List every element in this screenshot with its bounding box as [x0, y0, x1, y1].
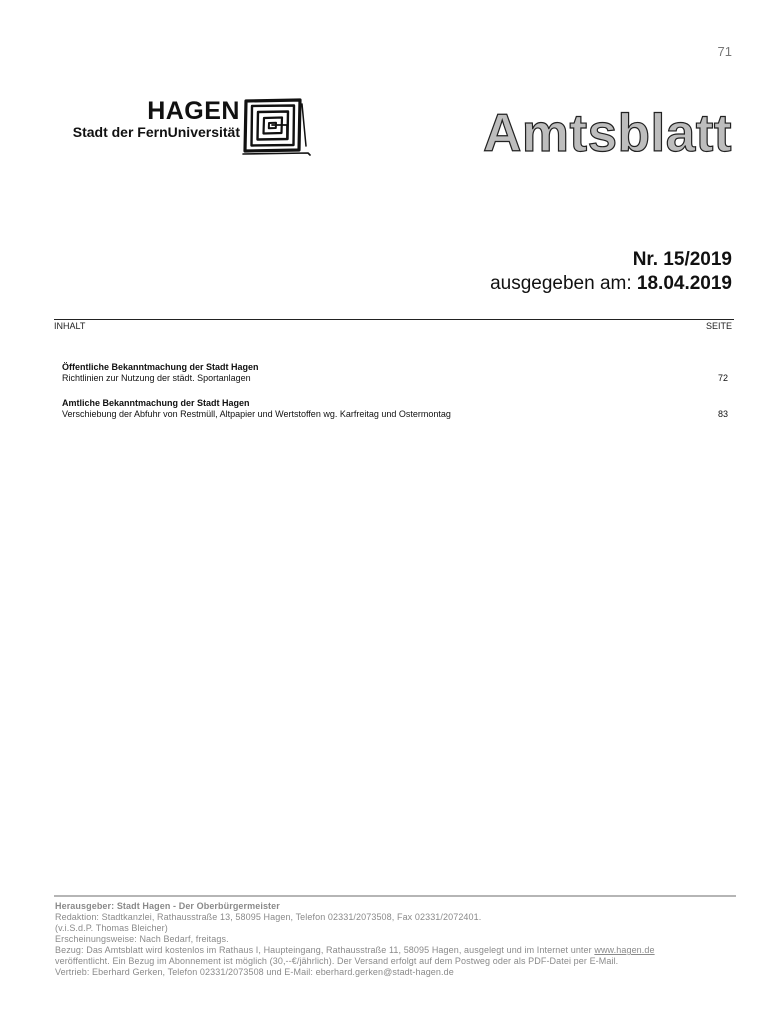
toc-entry-page: 72 — [717, 373, 728, 383]
footer-publisher: Herausgeber: Stadt Hagen - Der Oberbürgermeister — [55, 901, 280, 911]
toc-entry-title: Verschiebung der Abfuhr von Restmüll, Altpapier und Wertstoffen wg. Karfreitag und Ostermontag — [62, 409, 451, 419]
footer-distribution: Vertrieb: Eberhard Gerken, Telefon 02331/2073508 und E-Mail: eberhard.gerken@stadt-hagen.de — [55, 967, 454, 977]
logo-text — [54, 98, 240, 141]
logo-city-name: HAGEN — [147, 97, 240, 125]
toc-divider — [54, 319, 734, 320]
footer-availability-text: Bezug: Das Amtsblatt wird kostenlos im Rathaus I, Haupteingang, Rathausstraße 11, 58095 Hagen, ausgelegt und im Internet unter — [55, 945, 592, 955]
toc-entry-heading: Amtliche Bekanntmachung der Stadt Hagen — [62, 398, 250, 408]
issue-info — [490, 248, 732, 296]
toc-header-contents: INHALT — [54, 321, 86, 331]
toc-header-page: SEITE — [705, 321, 732, 331]
website-link[interactable]: www.hagen.de — [594, 945, 655, 955]
toc-entry — [62, 362, 728, 384]
footer-availability — [55, 945, 745, 956]
city-logo — [54, 98, 316, 160]
issue-date — [490, 272, 732, 296]
masthead-title: Amtsblatt — [483, 104, 732, 163]
toc-entry-heading: Öffentliche Bekanntmachung der Stadt Hagen — [62, 362, 259, 372]
footer-editorial: Redaktion: Stadtkanzlei, Rathausstraße 13, 58095 Hagen, Telefon 02331/2073508, Fax 02331/2072401. — [55, 912, 482, 922]
toc-entry — [62, 398, 728, 420]
footer-divider — [54, 895, 736, 897]
issue-number: Nr. 15/2019 — [632, 249, 732, 270]
issue-date-value: 18.04.2019 — [636, 273, 732, 294]
footer-frequency: Erscheinungsweise: Nach Bedarf, freitags. — [55, 934, 229, 944]
hagen-square-logo-icon — [242, 98, 312, 158]
issue-date-label: ausgegeben am: — [490, 273, 632, 294]
imprint-footer — [55, 901, 745, 978]
logo-subline: Stadt der FernUniversität — [72, 124, 240, 140]
footer-responsible: (v.i.S.d.P. Thomas Bleicher) — [55, 923, 168, 933]
page-number: 71 — [717, 44, 732, 59]
toc-entry-page: 83 — [717, 409, 728, 419]
footer-subscription: veröffentlicht. Ein Bezug im Abonnement ist möglich (30,--€/jährlich). Der Versand erfolgt auf dem Postweg oder als PDF-Datei per E-Mail. — [55, 956, 619, 966]
toc-entry-title: Richtlinien zur Nutzung der städt. Sportanlagen — [62, 373, 251, 383]
